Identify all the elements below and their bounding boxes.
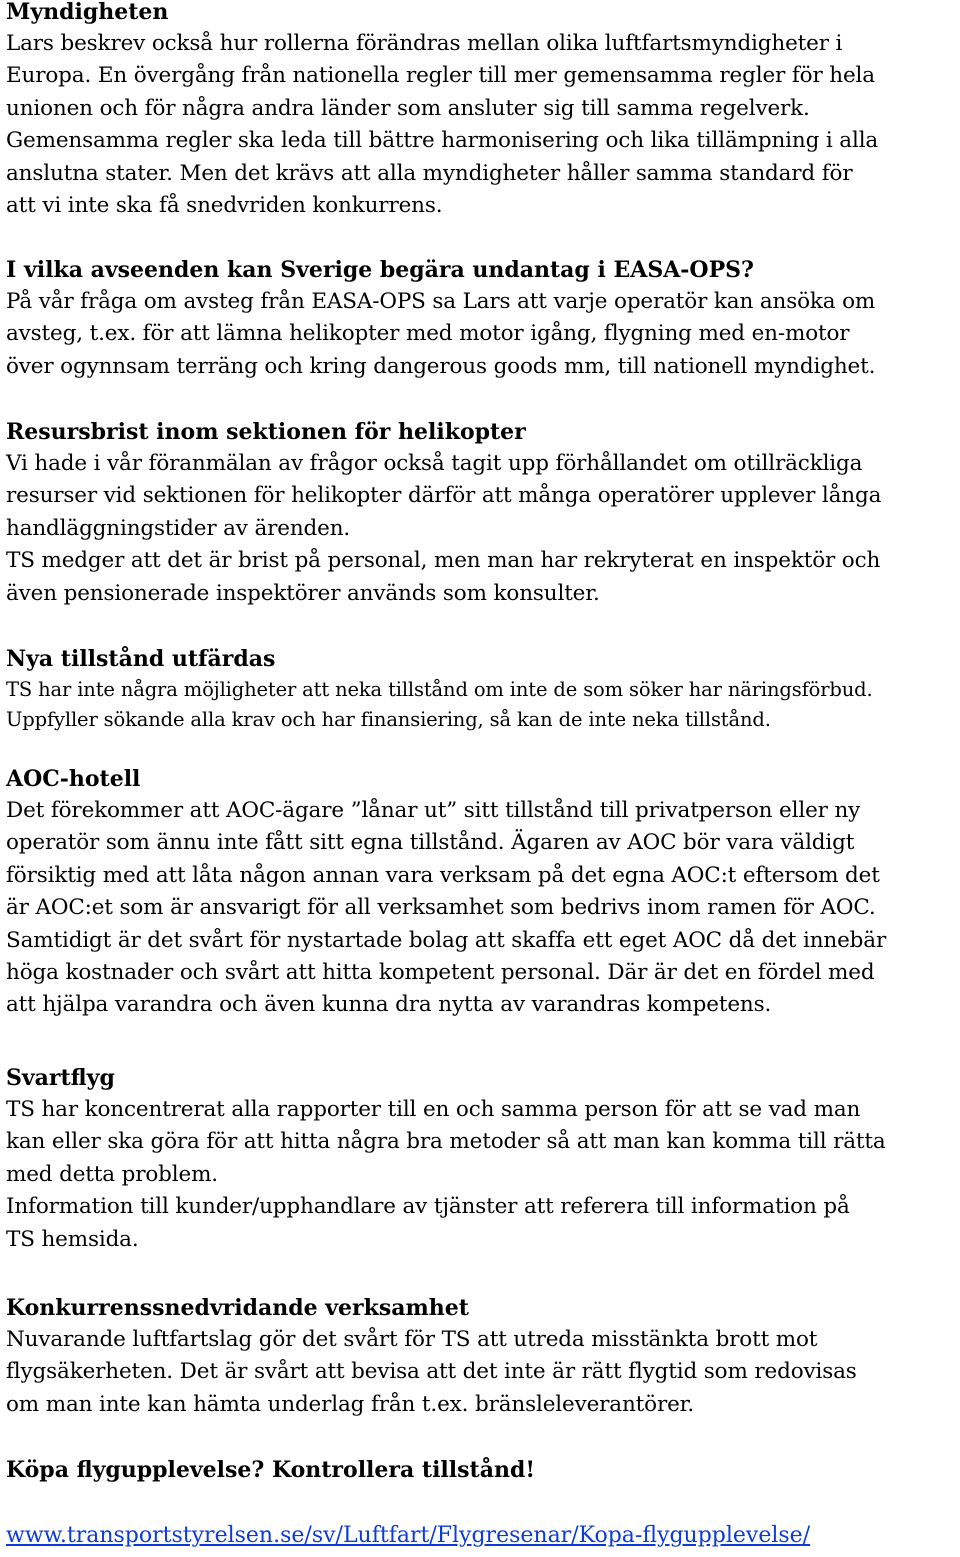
section-myndigheten [6,0,878,222]
paragraph-line: TS hemsida. [6,1226,139,1252]
paragraph-line: Det förekommer att AOC-ägare ”lånar ut” sitt tillstånd till privatperson eller ny [6,798,861,823]
paragraph-line: även pensionerade inspektörer används som konsulter. [6,580,600,606]
section-konkurrenssnedvridande [6,1292,857,1421]
paragraph-line: flygsäkerheten. Det är svårt att bevisa att det inte är rätt flygtid som redovisas [6,1359,857,1385]
paragraph-line: är AOC:et som är ansvarigt för all verksamhet som bedrivs inom ramen för AOC. [6,895,876,921]
section-kopa-flygupplevelse [6,1454,535,1486]
paragraph-line: om man inte kan hämta underlag från t.ex. bränsleleverantörer. [6,1391,695,1417]
transportstyrelsen-link[interactable]: www.transportstyrelsen.se/sv/Luftfart/Flygresenar/Kopa-flygupplevelse/ [6,1523,811,1548]
section-heading: Svartflyg [6,1065,115,1091]
paragraph-line: att vi inte ska få snedvriden konkurrens. [6,193,443,219]
paragraph-line: operatör som ännu inte fått sitt egna tillstånd. Ägaren av AOC bör vara väldigt [6,830,855,856]
paragraph-line: Vi hade i vår föranmälan av frågor också tagit upp förhållandet om otillräckliga [6,451,863,476]
paragraph-line: TS medger att det är brist på personal, men man har rekryterat en inspektör och [6,548,881,574]
paragraph-line: anslutna stater. Men det krävs att alla myndigheter håller samma standard för [6,160,853,186]
section-link [6,1520,810,1552]
paragraph-line: resurser vid sektionen för helikopter därför att många operatörer upplever långa [6,483,882,509]
paragraph-line: höga kostnader och svårt att hitta kompetent personal. Där är det en fördel med [6,960,875,986]
section-aoc-hotell [6,763,886,1022]
paragraph-line: På vår fråga om avsteg från EASA-OPS sa Lars att varje operatör kan ansöka om [6,289,876,314]
section-heading: Resursbrist inom sektionen för helikopter [6,419,526,445]
paragraph-line: kan eller ska göra för att hitta några bra metoder så att man kan komma till rätta [6,1129,886,1155]
section-svartflyg [6,1062,886,1256]
section-heading: AOC-hotell [6,766,141,792]
paragraph-line: med detta problem. [6,1161,218,1187]
paragraph-line: Information till kunder/upphandlare av tjänster att referera till information på [6,1194,850,1220]
paragraph-line: Europa. En övergång från nationella regler till mer gemensamma regler för hela [6,63,875,89]
paragraph-line: att hjälpa varandra och även kunna dra nytta av varandras kompetens. [6,992,772,1018]
section-heading: Konkurrenssnedvridande verksamhet [6,1295,469,1321]
paragraph-line: handläggningstider av ärenden. [6,515,351,541]
section-nya-tillstand [6,643,873,735]
paragraph-line: TS har inte några möjligheter att neka tillstånd om inte de som söker har näringsförbud. [6,678,873,701]
paragraph-line: TS har koncentrerat alla rapporter till en och samma person för att se vad man [6,1097,861,1122]
paragraph-line: Uppfyller sökande alla krav och har finansiering, så kan de inte neka tillstånd. [6,708,771,731]
section-heading: Myndigheten [6,0,169,25]
paragraph-line: över ogynnsam terräng och kring dangerous goods mm, till nationell myndighet. [6,353,876,379]
paragraph-line: avsteg, t.ex. för att lämna helikopter med motor igång, flygning med en-motor [6,321,850,347]
paragraph-line: Lars beskrev också hur rollerna förändras mellan olika luftfartsmyndigheter i [6,31,843,56]
section-resursbrist [6,416,881,610]
section-heading: Köpa flygupplevelse? Kontrollera tillstånd! [6,1457,535,1483]
paragraph-line: Nuvarande luftfartslag gör det svårt för TS att utreda misstänkta brott mot [6,1327,818,1352]
section-heading: I vilka avseenden kan Sverige begära undantag i EASA-OPS? [6,257,754,283]
section-heading: Nya tillstånd utfärdas [6,646,276,672]
section-easa-ops [6,254,875,383]
paragraph-line: Samtidigt är det svårt för nystartade bolag att skaffa ett eget AOC då det innebär [6,927,887,953]
paragraph-line: unionen och för några andra länder som ansluter sig till samma regelverk. [6,95,810,121]
paragraph-line: försiktig med att låta någon annan vara verksam på det egna AOC:t eftersom det [6,862,880,888]
paragraph-line: Gemensamma regler ska leda till bättre harmonisering och lika tillämpning i alla [6,128,879,154]
